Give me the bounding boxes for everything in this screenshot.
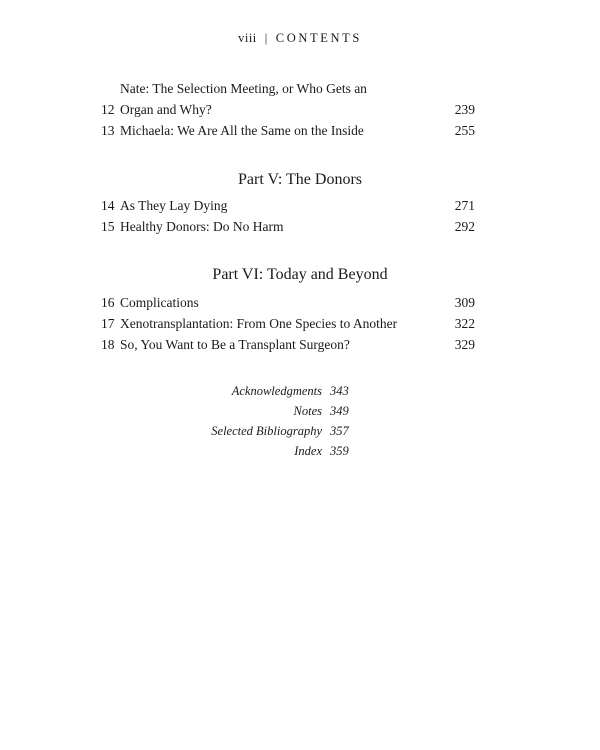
back-matter-label: Index [294,444,322,458]
chapter-number: 16 [101,295,115,310]
toc-entry-chapter-18[interactable] [101,334,475,355]
chapter-number: 12 [101,102,115,117]
chapter-title [120,78,455,120]
back-matter-label: Selected Bibliography [211,424,322,438]
toc-entry-chapter-15[interactable] [101,216,475,237]
chapter-number: 18 [101,337,115,352]
toc-entry-acknowledgments[interactable] [0,381,600,401]
chapter-title: So, You Want to Be a Transplant Surgeon? [120,337,350,352]
chapter-list-part-6 [101,292,475,355]
chapter-title: Michaela: We Are All the Same on the Inside [120,123,364,138]
toc-entry-selected-bibliography[interactable] [0,421,600,441]
chapter-list-continued [101,78,475,141]
toc-entry-chapter-14[interactable] [101,195,475,216]
page-title: CONTENTS [275,31,362,45]
chapter-number: 15 [101,219,115,234]
chapter-list-part-5 [101,195,475,237]
back-matter-page: 357 [330,424,349,438]
part-heading-6: Part VI: Today and Beyond [212,266,388,283]
back-matter-label: Notes [293,404,322,418]
toc-entry-chapter-12[interactable] [101,78,475,120]
back-matter-label: Acknowledgments [231,384,322,398]
chapter-number: 17 [101,316,115,331]
chapter-title-line-2: Organ and Why? [120,102,212,117]
toc-entry-chapter-16[interactable] [101,292,475,313]
page-number: viii [238,31,257,45]
chapter-title-line-1: Nate: The Selection Meeting, or Who Gets an [120,81,367,96]
running-head [0,31,600,46]
back-matter-page: 359 [330,444,349,458]
chapter-title: As They Lay Dying [120,198,228,213]
chapter-number: 13 [101,123,115,138]
chapter-page: 329 [454,337,475,352]
chapter-title: Healthy Donors: Do No Harm [120,219,284,234]
chapter-title: Xenotransplantation: From One Species to Another [120,316,398,331]
chapter-number: 14 [101,198,115,213]
header-separator: | [264,31,268,45]
chapter-title: Complications [120,295,199,310]
chapter-page: 322 [454,316,475,331]
toc-entry-index[interactable] [0,441,600,461]
toc-entry-chapter-13[interactable] [101,120,475,141]
chapter-page: 239 [454,102,475,117]
chapter-page: 292 [454,219,475,234]
toc-entry-chapter-17[interactable] [101,313,475,334]
chapter-page: 271 [454,198,475,213]
back-matter-page: 349 [330,404,349,418]
part-heading-5: Part V: The Donors [238,171,362,188]
chapter-page: 255 [454,123,475,138]
toc-entry-notes[interactable] [0,401,600,421]
back-matter-page: 343 [330,384,349,398]
chapter-page: 309 [454,295,475,310]
back-matter-list [0,381,600,461]
